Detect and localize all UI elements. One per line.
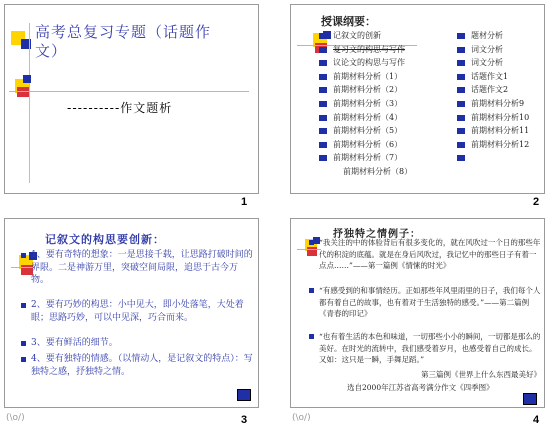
list-item[interactable]: 议论文的构思与写作 bbox=[317, 56, 412, 70]
quote-paragraph: “我关注的中的体验背后有很多变化的，就在风吹过一个日的那些年代的积淀的底蕴。就是在身后风吹过，我记忆中的那些日子有着一点点……”——第一篇例《情愫的时光》 bbox=[319, 237, 541, 272]
bullet-icon bbox=[457, 33, 465, 39]
list-item: 3、要有鲜活的细节。 bbox=[31, 337, 253, 350]
list-item[interactable]: 词文分析 bbox=[455, 43, 529, 57]
bullet-icon bbox=[457, 115, 465, 121]
bullet-icon bbox=[457, 74, 465, 80]
bullet-icon bbox=[319, 47, 327, 53]
bullet-icon bbox=[457, 128, 465, 134]
bullet-icon bbox=[457, 60, 465, 66]
slide-title: 记叙文的构思要创新： bbox=[45, 233, 165, 246]
list-item[interactable]: 复习文的构思与写作 bbox=[317, 43, 412, 57]
bullet-icon bbox=[457, 87, 465, 93]
list-item[interactable]: 前期材料分析（7） bbox=[317, 151, 412, 165]
next-slide-button[interactable] bbox=[237, 389, 251, 401]
bullet-icon bbox=[457, 47, 465, 53]
bullet-icon bbox=[21, 303, 26, 308]
bullet-icon bbox=[309, 288, 314, 293]
list-item[interactable]: 记叙文的创新 bbox=[317, 29, 412, 43]
list-item: 4、要有独特的情感。（以情动人，是记叙文的特点）：写独特之感，抒独特之情。 bbox=[31, 353, 253, 378]
outline-list-left bbox=[317, 29, 412, 179]
page-number: 1 bbox=[241, 196, 248, 208]
list-item[interactable]: 前期材料分析（1） bbox=[317, 70, 412, 84]
slide-title: 抒独特之情例子： bbox=[333, 229, 421, 240]
list-item[interactable]: 题材分析 bbox=[455, 29, 529, 43]
list-item: 1、要有奇特的想象：一是思接千载，让思路打破时间的界限。二是神游万里，突破空间局限，追思于古今万物。 bbox=[31, 249, 253, 287]
slide-2[interactable] bbox=[290, 4, 545, 194]
list-item[interactable]: 前期材料分析（6） bbox=[317, 138, 412, 152]
list-item[interactable]: 前期材料分析9 bbox=[455, 97, 529, 111]
outline-list-right bbox=[455, 29, 529, 165]
bullet-icon bbox=[309, 240, 314, 245]
footer-mark: (\o/) bbox=[6, 413, 25, 423]
bullet-icon bbox=[319, 128, 327, 134]
list-item[interactable]: 话题作文2 bbox=[455, 83, 529, 97]
page-number: 3 bbox=[241, 414, 248, 426]
list-item: 2、要有巧妙的构思：小中见大，即小处落笔，大处着眼；思路巧妙，可以中见深，巧合而来。 bbox=[31, 299, 253, 324]
bullet-icon bbox=[319, 74, 327, 80]
list-item[interactable]: 前期材料分析（3） bbox=[317, 97, 412, 111]
footer-mark: (\o/) bbox=[292, 413, 311, 423]
bullet-icon bbox=[319, 101, 327, 107]
slide-4[interactable] bbox=[290, 218, 545, 408]
bullet-icon bbox=[319, 60, 327, 66]
list-item[interactable]: 前期材料分析（2） bbox=[317, 83, 412, 97]
bullet-icon bbox=[457, 155, 465, 161]
red-square-decor bbox=[17, 87, 29, 97]
slide-3[interactable] bbox=[4, 218, 259, 408]
slide-title: 高考总复习专题（话题作文） bbox=[35, 23, 212, 60]
slide-title: 授课纲要： bbox=[321, 15, 376, 28]
slide-subtitle: ----------作文题析 bbox=[67, 101, 173, 115]
list-item[interactable]: 前期材料分析10 bbox=[455, 111, 529, 125]
blue-square-decor bbox=[23, 75, 31, 83]
slide-1[interactable] bbox=[4, 4, 259, 194]
page-number: 2 bbox=[533, 196, 540, 208]
quote-paragraph: “也有着生活的本色和味道，一切那些小小的瞬间，一切都是那么的美好。在时光的流转中，我们感受着岁月，也感受着自己的成长。又如：这只是一瞬，手舞足蹈。” bbox=[319, 331, 541, 366]
source-line: 选自2000年江苏省高考满分作文《四季图》 bbox=[347, 383, 494, 392]
bullet-icon bbox=[457, 142, 465, 148]
list-item[interactable]: 前期材料分析（4） bbox=[317, 111, 412, 125]
bullet-icon bbox=[319, 33, 327, 39]
bullet-icon bbox=[319, 155, 327, 161]
bullet-icon bbox=[21, 357, 26, 362]
bullet-icon bbox=[21, 341, 26, 346]
list-item[interactable]: 前期材料分析12 bbox=[455, 138, 529, 152]
bullet-icon bbox=[21, 253, 26, 258]
bullet-icon bbox=[319, 142, 327, 148]
list-item[interactable]: 前期材料分析11 bbox=[455, 124, 529, 138]
vertical-rule bbox=[29, 23, 30, 183]
list-item[interactable] bbox=[455, 151, 529, 165]
bullet-icon bbox=[319, 115, 327, 121]
horizontal-rule bbox=[9, 91, 249, 92]
page-number: 4 bbox=[533, 414, 540, 426]
list-item[interactable]: 词文分析 bbox=[455, 56, 529, 70]
source-line: 第三篇例《世界上什么东西最美好》 bbox=[421, 370, 541, 379]
next-slide-button[interactable] bbox=[523, 393, 537, 405]
list-item[interactable]: 话题作文1 bbox=[455, 70, 529, 84]
list-item[interactable]: 前期材料分析（5） bbox=[317, 124, 412, 138]
horizontal-rule bbox=[297, 249, 321, 250]
list-item[interactable]: 前期材料分析（8） bbox=[343, 166, 413, 176]
bullet-icon bbox=[309, 334, 314, 339]
bullet-icon bbox=[319, 87, 327, 93]
bullet-icon bbox=[457, 101, 465, 107]
quote-paragraph: “有感受到的和事情经历。正如那些年风里雨里的日子，我们每个人都有着自己的故事，也有着对于生活独特的感受。”——第二篇例《青春的印记》 bbox=[319, 285, 541, 320]
